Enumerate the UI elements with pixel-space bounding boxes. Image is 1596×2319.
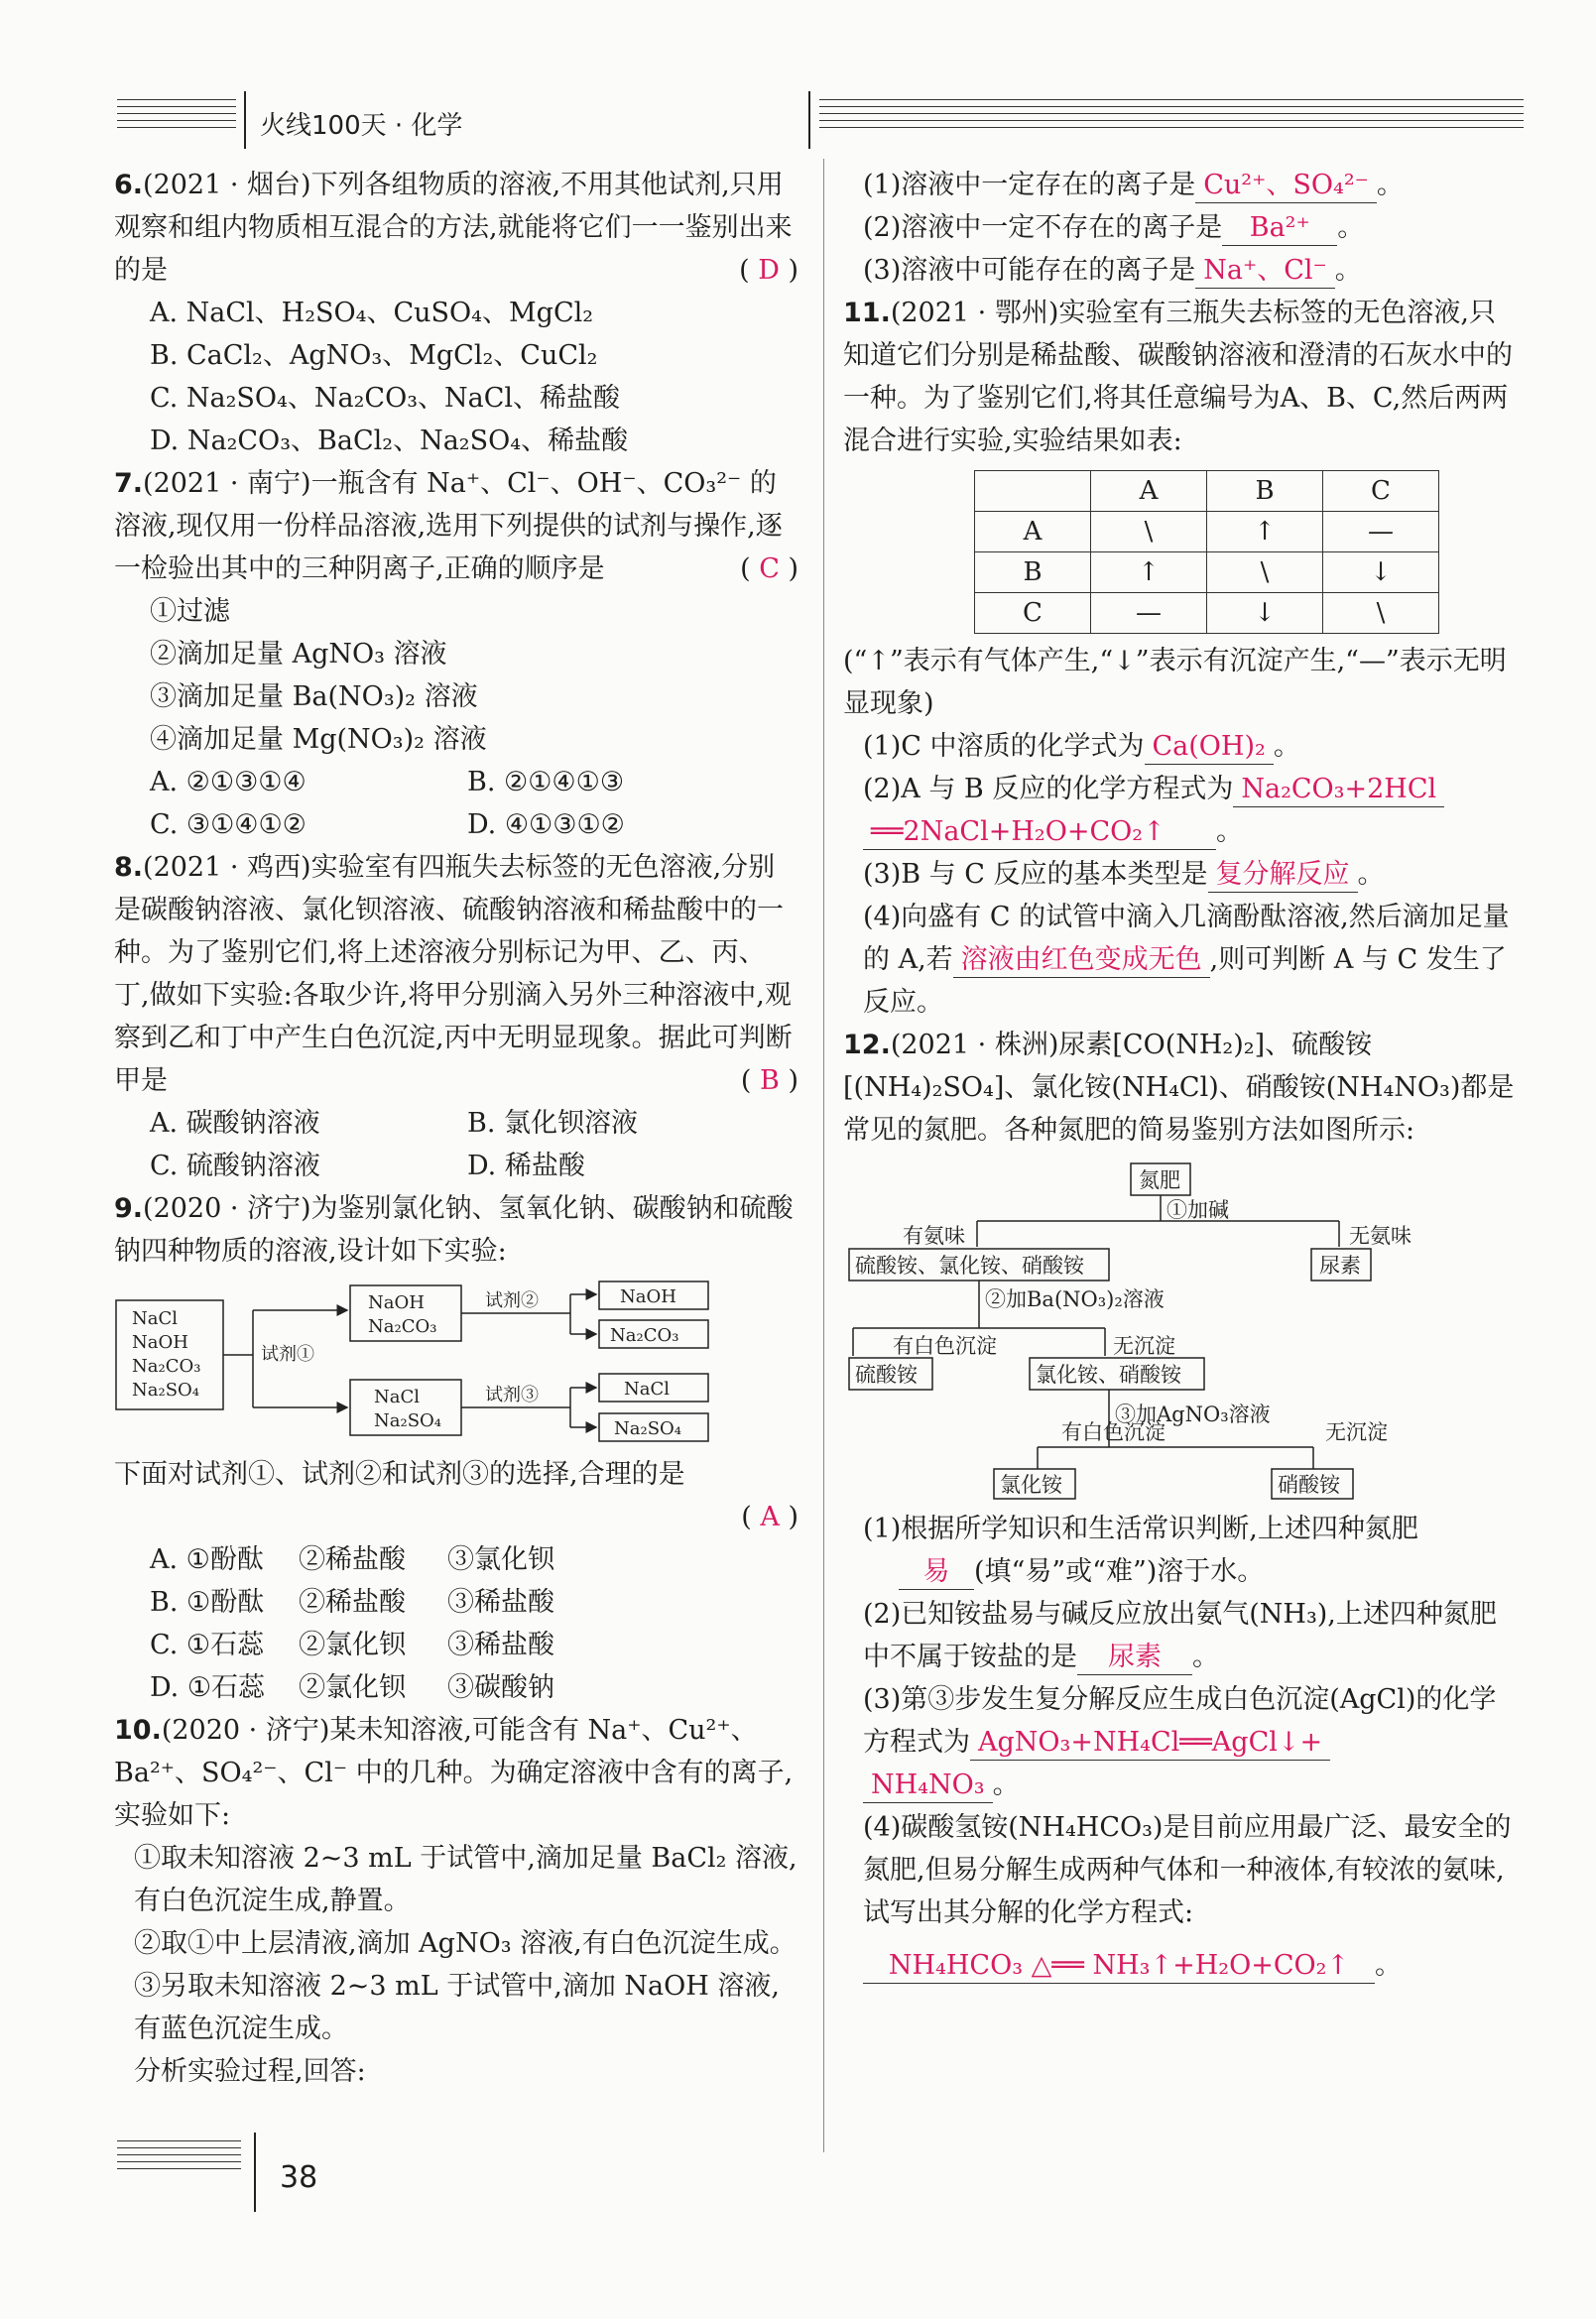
q10-stem: (2020 · 济宁)某未知溶液,可能含有 Na⁺、Cu²⁺、Ba²⁺、SO₄²⁻、Cl⁻ 中的几种。为确定溶液中含有的离子,实验如下: — [114, 1715, 794, 1831]
page-number: 38 — [280, 2160, 318, 2195]
q12-number: 12. — [843, 1030, 891, 1060]
question-6: 6.(2021 · 烟台)下列各组物质的溶液,不用其他试剂,只用观察和组内物质相互混合的方法,就能将它们一一鉴别出来的是 ( D ) A. NaCl、H₂SO₄、CuSO₄、MgCl₂ B. CaCl₂、AgNO₃、MgCl₂、CuCl₂ C. Na₂SO₄、Na₂CO₃、NaCl、稀盐酸 D. Na₂CO₃、BaCl₂、Na₂SO₄、稀盐酸 — [114, 164, 798, 462]
q9-option-b-3: ③稀盐酸 — [447, 1587, 554, 1618]
q6-number: 6. — [114, 170, 144, 200]
q11-cell: ↓ — [1323, 552, 1439, 593]
q11-row-b-label: B — [975, 552, 1091, 593]
q10-answer-1: Cu²⁺、SO₄²⁻ — [1195, 169, 1377, 203]
q11-sub4b: ,则可判断 A 与 C 发生了反应。 — [863, 944, 1507, 1018]
q12-ammnit: 硝酸铵 — [1278, 1473, 1340, 1497]
q12-sub4: (4)碳酸氢铵(NH₄HCO₃)是目前应用最广泛、最安全的氮肥,但易分解生成两种气体和一种液体,有较浓的氨味,试写出其分解的化学方程式: — [863, 1812, 1512, 1928]
q12-ammsulf: 硫酸铵 — [855, 1363, 918, 1387]
q10-sub3: (3)溶液中可能存在的离子是 — [863, 255, 1196, 286]
q12-answer-3b: NH₄NO₃ — [863, 1769, 993, 1803]
left-column — [114, 164, 798, 2093]
q11-sub2: (2)A 与 B 反应的化学方程式为 — [863, 774, 1234, 804]
q6-option-d: D. Na₂CO₃、BaCl₂、Na₂SO₄、稀盐酸 — [150, 426, 629, 456]
q10-step-3: ③另取未知溶液 2~3 mL 于试管中,滴加 NaOH 溶液,有蓝色沉淀生成。 — [134, 1971, 780, 2044]
q9-reagent-1: 试剂① — [261, 1344, 314, 1365]
q11-cell: — — [1091, 593, 1207, 634]
q12-ammchl: 氯化铵 — [1000, 1473, 1062, 1497]
q9-option-c-3: ③稀盐酸 — [447, 1630, 554, 1660]
q10-answer-3: Na⁺、Cl⁻ — [1195, 254, 1335, 289]
q11-cell: — — [1323, 512, 1439, 552]
q8-option-d: D. 稀盐酸 — [467, 1151, 585, 1181]
q10-sub1: (1)溶液中一定存在的离子是 — [863, 170, 1196, 200]
q12-left-label: 有氨味 — [903, 1224, 965, 1248]
q7-option-b: B. ②①④①③ — [467, 767, 625, 797]
q9-stem: (2020 · 济宁)为鉴别氯化钠、氢氧化钠、碳酸钠和硫酸钠四种物质的溶液,设计如下实验: — [114, 1193, 794, 1267]
q9-mid-bottom-1: NaCl — [374, 1387, 421, 1407]
question-10-answers: (1)溶液中一定存在的离子是 Cu²⁺、SO₄²⁻ 。 (2)溶液中一定不存在的离子是 Ba²⁺ 。 (3)溶液中可能存在的离子是 Na⁺、Cl⁻ 。 — [843, 164, 1518, 292]
q8-option-c: C. 硫酸钠溶液 — [150, 1151, 320, 1181]
q6-option-c: C. Na₂SO₄、Na₂CO₃、NaCl、稀盐酸 — [150, 383, 621, 414]
q9-start-3: Na₂CO₃ — [132, 1356, 201, 1377]
q11-row-c-label: C — [975, 593, 1091, 634]
question-10 — [114, 1709, 798, 2093]
header-rule-left — [117, 99, 236, 134]
q11-answer-2a: Na₂CO₃+2HCl — [1233, 773, 1444, 807]
q9-option-c-2: ②氯化钡 — [299, 1630, 406, 1660]
q11-sub1: (1)C 中溶质的化学式为 — [863, 731, 1145, 762]
footer-rule — [117, 2140, 241, 2175]
q12-stem: (2021 · 株洲)尿素[CO(NH₂)₂]、硫酸铵[(NH₄)₂SO₄]、氯化铵(NH₄Cl)、硝酸铵(NH₄NO₃)都是常见的氮肥。各种氮肥的简易鉴别方法如图所示: — [843, 1030, 1515, 1146]
q6-stem: (2021 · 烟台)下列各组物质的溶液,不用其他试剂,只用观察和组内物质相互混合的方法,就能将它们一一鉴别出来的是 — [114, 170, 793, 286]
question-11: 11.(2021 · 鄂州)实验室有三瓶失去标签的无色溶液,只知道它们分别是稀盐酸、碳酸钠溶液和澄清的石灰水中的一种。为了鉴别它们,将其任意编号为A、B、C,然后两两混合进行实验,实验结果如表: A B C A \ ↑ — B ↑ \ ↓ C — ↓ \ (“↑”表示有气体产生,“↓”表示有沉淀产生,“—”表示无明显现象) (1)C 中溶质的化学式为 Ca(OH)₂ 。 (2)A 与 B 反应的化学方程式为 Na₂CO₃+2HCl ══2NaCl+H₂O+CO₂↑ 。 (3)B 与 C 反应的基本类型是 复分解反应 。 (4)向盛有 C 的试管中滴入几滴酚酞溶液,然后滴加足量的 A,若 溶液由红色变成无色 ,则可判断 A 与 C 发生了反应。 — [843, 292, 1518, 1024]
q8-answer: B — [760, 1065, 780, 1096]
q11-cell: ↓ — [1207, 593, 1323, 634]
q7-step-1: ①过滤 — [150, 596, 230, 627]
question-8: 8.(2021 · 鸡西)实验室有四瓶失去标签的无色溶液,分别是碳酸钠溶液、氯化钡溶液、硫酸钠溶液和稀盐酸中的一种。为了鉴别它们,将上述溶液分别标记为甲、乙、丙、丁,做如下实验:各取少许,将甲分别滴入另外三种溶液中,观察到乙和丁中产生白色沉淀,丙中无明显现象。据此可判断甲是 ( B ) A. 碳酸钠溶液 B. 氯化钡溶液 C. 硫酸钠溶液 D. 稀盐酸 — [114, 846, 798, 1187]
q12-answer-3a: AgNO₃+NH₄Cl══AgCl↓+ — [970, 1726, 1330, 1761]
q11-header-b: B — [1207, 471, 1323, 512]
q12-step-2: ②加Ba(NO₃)₂溶液 — [985, 1287, 1165, 1311]
q9-option-c-1: C. ①石蕊 — [150, 1630, 265, 1660]
q12-sub1a: (1)根据所学知识和生活常识判断,上述四种氮肥 — [863, 1514, 1418, 1544]
q12-precip-1: 有白色沉淀 — [893, 1334, 997, 1358]
q10-step-2: ②取①中上层清液,滴加 AgNO₃ 溶液,有白色沉淀生成。 — [134, 1928, 797, 1959]
q9-out-2: Na₂CO₃ — [610, 1325, 679, 1346]
q11-answer-2b: ══2NaCl+H₂O+CO₂↑ — [863, 815, 1216, 850]
q11-row-a-label: A — [975, 512, 1091, 552]
q11-sub4a: (4)向盛有 C 的试管中滴入几滴酚酞溶液,然后滴加足量的 A,若 — [863, 902, 1510, 975]
header-divider-right — [808, 91, 810, 149]
q10-number: 10. — [114, 1715, 162, 1746]
q12-flowchart — [843, 1160, 1518, 1502]
q9-mid-bottom-2: Na₂SO₄ — [374, 1410, 442, 1431]
q11-cell: ↑ — [1091, 552, 1207, 593]
q9-out-3: NaCl — [624, 1379, 671, 1400]
footer-divider — [254, 2133, 256, 2212]
q7-stem: (2021 · 南宁)一瓶含有 Na⁺、Cl⁻、OH⁻、CO₃²⁻ 的溶液,现仅用一份样品溶液,选用下列提供的试剂与操作,逐一检验出其中的三种阴离子,正确的顺序是 — [114, 468, 783, 584]
q9-option-d-2: ②氯化钡 — [299, 1672, 406, 1703]
q12-group2: 氯化铵、硝酸铵 — [1036, 1363, 1181, 1387]
question-7: 7.(2021 · 南宁)一瓶含有 Na⁺、Cl⁻、OH⁻、CO₃²⁻ 的溶液,现仅用一份样品溶液,选用下列提供的试剂与操作,逐一检验出其中的三种阴离子,正确的顺序是 ( C ) ①过滤 ②滴加足量 AgNO₃ 溶液 ③滴加足量 Ba(NO₃)₂ 溶液 ④滴加足量 Mg(NO₃)₂ 溶液 A. ②①③①④ B. ②①④①③ C. ③①④①② D. ④①③①② — [114, 462, 798, 846]
q12-answer-2: 尿素 — [1077, 1641, 1192, 1675]
q12-answer-4: NH₄HCO₃ △══ NH₃↑+H₂O+CO₂↑ — [863, 1949, 1375, 1984]
q7-number: 7. — [114, 468, 144, 499]
header-divider — [244, 91, 246, 149]
q8-stem: (2021 · 鸡西)实验室有四瓶失去标签的无色溶液,分别是碳酸钠溶液、氯化钡溶液、硫酸钠溶液和稀盐酸中的一种。为了鉴别它们,将上述溶液分别标记为甲、乙、丙、丁,做如下实验:各取少许,将甲分别滴入另外三种溶液中,观察到乙和丁中产生白色沉淀,丙中无明显现象。据此可判断甲是 — [114, 852, 793, 1096]
q11-number: 11. — [843, 298, 891, 328]
q9-mid-top-1: NaOH — [368, 1292, 425, 1313]
q6-answer: D — [758, 255, 780, 286]
q12-urea: 尿素 — [1319, 1254, 1361, 1278]
q10-answer-2: Ba²⁺ — [1222, 211, 1337, 246]
q12-sub1b: (填“易”或“难”)溶于水。 — [974, 1556, 1265, 1587]
q9-option-d-3: ③碳酸钠 — [447, 1672, 554, 1703]
q12-root: 氮肥 — [1139, 1168, 1180, 1192]
q6-option-b: B. CaCl₂、AgNO₃、MgCl₂、CuCl₂ — [150, 340, 598, 371]
q12-sub3: (3)第③步发生复分解反应生成白色沉淀(AgCl)的化学方程式为 — [863, 1684, 1497, 1758]
q9-out-4: Na₂SO₄ — [614, 1418, 682, 1439]
q10-sub2: (2)溶液中一定不存在的离子是 — [863, 212, 1223, 243]
q12-sub2: (2)已知铵盐易与碱反应放出氨气(NH₃),上述四种氮肥中不属于铵盐的是 — [863, 1599, 1497, 1672]
q9-mid-top-2: Na₂CO₃ — [368, 1316, 437, 1337]
right-column — [843, 164, 1518, 1987]
q11-header-a: A — [1091, 471, 1207, 512]
q7-step-4: ④滴加足量 Mg(NO₃)₂ 溶液 — [150, 724, 487, 755]
q9-start-2: NaOH — [132, 1332, 188, 1353]
q7-option-a: A. ②①③①④ — [150, 767, 307, 797]
q9-start-4: Na₂SO₄ — [132, 1380, 200, 1401]
q11-answer-1: Ca(OH)₂ — [1145, 730, 1274, 765]
q11-sub3: (3)B 与 C 反应的基本类型是 — [863, 859, 1208, 890]
q9-option-a-3: ③氯化钡 — [447, 1544, 554, 1575]
q11-stem: (2021 · 鄂州)实验室有三瓶失去标签的无色溶液,只知道它们分别是稀盐酸、碳酸钠溶液和澄清的石灰水中的一种。为了鉴别它们,将其任意编号为A、B、C,然后两两混合进行实验,实验结果如表: — [843, 298, 1513, 456]
q9-option-d-1: D. ①石蕊 — [150, 1672, 266, 1703]
question-9: 9.(2020 · 济宁)为鉴别氯化钠、氢氧化钠、碳酸钠和硫酸钠四种物质的溶液,设计如下实验: NaCl NaOH Na₂CO₃ Na₂SO₄ 试剂① NaOH Na₂CO₃ NaCl Na₂SO₄ 试剂② 试剂③ NaOH Na₂CO₃ NaCl Na₂SO₄ 下面对试剂①、试剂②和试剂③的选择,合理的是 ( A ) A. ①酚酞 ②稀盐酸 ③氯化钡 B. ①酚酞 ②稀盐酸 ③稀盐酸 C. ①石蕊 ②氯化钡 ③稀盐酸 D. ①石蕊 ②氯化钡 ③碳酸钠 — [114, 1187, 798, 1709]
q9-reagent-3: 试剂③ — [485, 1385, 539, 1405]
q9-option-a-1: A. ①酚酞 — [150, 1544, 264, 1575]
q9-option-b-1: B. ①酚酞 — [150, 1587, 265, 1618]
q9-out-1: NaOH — [620, 1286, 676, 1307]
q12-answer-1: 易 — [899, 1555, 974, 1590]
header-rule-right — [819, 99, 1524, 134]
q12-step-3: ③加AgNO₃溶液 — [1115, 1403, 1271, 1426]
question-12: 12.(2021 · 株洲)尿素[CO(NH₂)₂]、硫酸铵[(NH₄)₂SO₄]、氯化铵(NH₄Cl)、硝酸铵(NH₄NO₃)都是常见的氮肥。各种氮肥的简易鉴别方法如图所示: 氮肥 ①加碱 有氨味 无氨味 硫酸铵、氯化铵、硝酸铵 尿素 ②加Ba(NO₃)₂溶液 有白色沉淀 无沉淀 硫酸铵 氯化铵、硝酸铵 ③加AgNO₃溶液 有白色沉淀 无沉淀 氯化铵 硝酸铵 (1)根据所学知识和生活常识判断,上述四种氮肥 易 (填“易”或“难”)溶于水。 (2)已知铵盐易与碱反应放出氨气(NH₃),上述四种氮肥中不属于铵盐的是 尿素 。 (3)第③步发生复分解反应生成白色沉淀(AgCl)的化学方程式为 AgNO₃+NH₄Cl══AgCl↓+ NH₄NO₃ 。 (4)碳酸氢铵(NH₄HCO₃)是目前应用最广泛、最安全的氮肥,但易分解生成两种气体和一种液体,有较浓的氨味,试写出其分解的化学方程式: NH₄HCO₃ △══ NH₃↑+H₂O+CO₂↑ 。 — [843, 1024, 1518, 1987]
q7-option-c: C. ③①④①② — [150, 809, 307, 840]
q9-start-1: NaCl — [132, 1308, 179, 1329]
q10-step-1: ①取未知溶液 2~3 mL 于试管中,滴加足量 BaCl₂ 溶液,有白色沉淀生成,静置。 — [134, 1843, 798, 1916]
q8-option-b: B. 氯化钡溶液 — [467, 1108, 639, 1139]
q11-cell: ↑ — [1207, 512, 1323, 552]
q12-right-label: 无氨味 — [1349, 1224, 1412, 1248]
q11-result-table — [974, 470, 1439, 634]
q7-step-3: ③滴加足量 Ba(NO₃)₂ 溶液 — [150, 681, 478, 712]
q12-noprecip-1: 无沉淀 — [1113, 1334, 1175, 1358]
q9-question: 下面对试剂①、试剂②和试剂③的选择,合理的是 — [114, 1459, 685, 1490]
q9-answer: A — [760, 1502, 780, 1532]
q8-number: 8. — [114, 852, 144, 883]
q11-cell: \ — [1323, 593, 1439, 634]
q7-step-2: ②滴加足量 AgNO₃ 溶液 — [150, 639, 447, 670]
column-separator — [823, 159, 824, 2152]
q11-header-blank — [975, 471, 1091, 512]
q11-cell: \ — [1091, 512, 1207, 552]
q9-number: 9. — [114, 1193, 144, 1224]
q9-option-a-2: ②稀盐酸 — [299, 1544, 406, 1575]
q12-precip-2: 有白色沉淀 — [1061, 1420, 1166, 1444]
q9-reagent-2: 试剂② — [485, 1290, 539, 1311]
q11-cell: \ — [1207, 552, 1323, 593]
q11-header-c: C — [1323, 471, 1439, 512]
q10-analysis: 分析实验过程,回答: — [134, 2056, 366, 2087]
q9-diagram — [114, 1281, 798, 1449]
q12-group1: 硫酸铵、氯化铵、硝酸铵 — [855, 1254, 1084, 1278]
q9-option-b-2: ②稀盐酸 — [299, 1587, 406, 1618]
q11-answer-3: 复分解反应 — [1208, 858, 1358, 893]
q7-option-d: D. ④①③①② — [467, 809, 625, 840]
q8-option-a: A. 碳酸钠溶液 — [150, 1108, 320, 1139]
book-title: 火线100天 · 化学 — [260, 111, 463, 141]
q7-answer: C — [759, 553, 780, 584]
q11-answer-4: 溶液由红色变成无色 — [953, 943, 1210, 978]
q6-option-a: A. NaCl、H₂SO₄、CuSO₄、MgCl₂ — [150, 298, 594, 328]
q12-step-1: ①加碱 — [1166, 1198, 1229, 1222]
q12-noprecip-2: 无沉淀 — [1325, 1420, 1388, 1444]
q11-note: (“↑”表示有气体产生,“↓”表示有沉淀产生,“—”表示无明显现象) — [843, 646, 1507, 719]
